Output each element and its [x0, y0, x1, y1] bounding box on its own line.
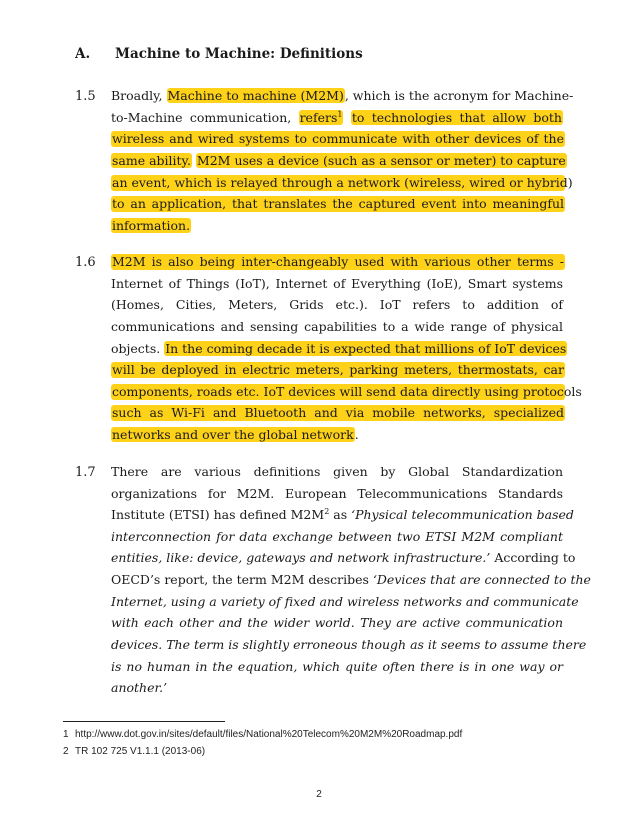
footnote-divider — [63, 721, 225, 722]
paragraph-line: There are various definitions given by Global Standardization — [111, 464, 563, 479]
paragraph-line: Internet, using a variety of fixed and wireless networks and communicate — [111, 594, 579, 609]
paragraph-number-1-5: 1.5 — [75, 89, 96, 104]
page-number: 2 — [316, 789, 322, 800]
paragraph-line: M2M is also being inter-changeably used with various other terms - — [112, 254, 564, 269]
paragraph-line: Internet of Things (IoT), Internet of Everything (IoE), Smart systems — [111, 276, 563, 291]
paragraph-line: networks and over the global network. — [112, 427, 359, 442]
section-title: Machine to Machine: Definitions — [115, 46, 363, 62]
paragraph-line: information. — [112, 218, 191, 233]
section-number: A. — [75, 46, 91, 62]
paragraph-number-1-7: 1.7 — [75, 465, 96, 480]
paragraph-line: is no human in the equation, which quite often there is in one way or — [111, 659, 563, 674]
paragraph-line: organizations for M2M. European Telecommunications Standards — [111, 486, 563, 501]
footnote-1[interactable]: 1 http://www.dot.gov.in/sites/default/files/National%20Telecom%20M2M%20Roadmap.pdf — [63, 729, 463, 740]
paragraph-line: Institute (ETSI) has defined $M2M^2$ as ‘Physical telecommunication based — [111, 506, 574, 522]
paragraph-line: objects. In the coming decade it is expected that millions of IoT devices — [111, 341, 567, 356]
paragraph-line: will be deployed in electric meters, parking meters, thermostats, car — [112, 362, 564, 377]
paragraph-line: to-Machine communication, refers$^1$ to technologies that allow both — [111, 109, 562, 125]
paragraph-line: with each other and the wider world. They are active communication — [111, 615, 563, 630]
section-heading — [75, 46, 363, 62]
paragraph-line: another.’ — [111, 680, 168, 695]
paragraph-line: same ability. M2M uses a device (such as a sensor or meter) to capture — [112, 153, 566, 168]
paragraph-line: components, roads etc. IoT devices will send data directly using protocols — [112, 384, 582, 399]
paragraph-line: devices. The term is slightly erroneous though as it seems to assume there — [111, 637, 587, 652]
paragraph-line: communications and sensing capabilities to a wide range of physical — [111, 319, 563, 334]
paragraph-line: wireless and wired systems to communicate with other devices of the — [112, 131, 564, 146]
paragraph-line: such as Wi-Fi and Bluetooth and via mobile networks, specialized — [112, 405, 564, 420]
paragraph-line: interconnection for data exchange between two ETSI M2M compliant — [111, 529, 563, 544]
paragraph-number-1-6: 1.6 — [75, 255, 96, 270]
footnote-2: 2 TR 102 725 V1.1.1 (2013-06) — [63, 746, 206, 757]
paragraph-line: Broadly, Machine to machine (M2M), which is the acronym for Machine- — [111, 88, 574, 103]
paragraph-line: (Homes, Cities, Meters, Grids etc.). IoT refers to addition of — [111, 297, 563, 312]
paragraph-line: entities, like: device, gateways and network infrastructure.’ According to — [111, 550, 576, 565]
paragraph-line: to an application, that translates the captured event into meaningful — [112, 196, 564, 211]
paragraph-line: an event, which is relayed through a network (wireless, wired or hybrid) — [112, 175, 573, 190]
paragraph-line: OECD’s report, the term M2M describes ‘Devices that are connected to the — [111, 572, 591, 587]
